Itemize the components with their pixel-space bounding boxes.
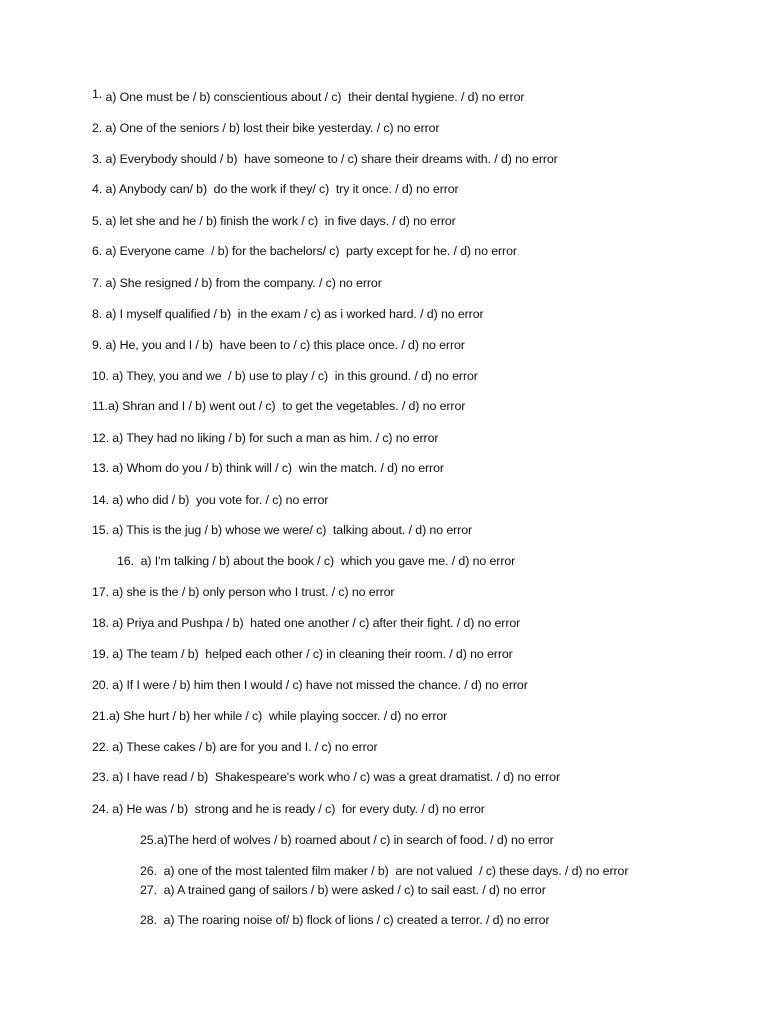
question-3 bbox=[92, 151, 558, 167]
question-text: a) They had no liking / b) for such a man as him. / c) no error bbox=[108, 431, 439, 445]
question-text: a)The herd of wolves / b) roamed about / c) in search of food. / d) no error bbox=[156, 833, 554, 847]
question-text: a) who did / b) you vote for. / c) no error bbox=[108, 493, 329, 507]
question-number: 28. bbox=[140, 913, 157, 927]
question-number: 18. bbox=[92, 616, 109, 630]
question-number: 16. bbox=[117, 554, 134, 568]
question-7 bbox=[92, 275, 382, 291]
question-text: a) Shran and I / b) went out / c) to get the vegetables. / d) no error bbox=[108, 399, 466, 413]
question-number: 3. bbox=[92, 152, 103, 166]
question-text: a) He was / b) strong and he is ready / c) for every duty. / d) no error bbox=[108, 802, 485, 816]
question-25 bbox=[140, 832, 554, 848]
question-number: 23. bbox=[92, 770, 109, 784]
question-number: 19. bbox=[92, 647, 109, 661]
question-text: a) One of the seniors / b) lost their bike yesterday. / c) no error bbox=[102, 121, 440, 135]
question-text: a) This is the jug / b) whose we were/ c) talking about. / d) no error bbox=[108, 523, 473, 537]
question-number: 7. bbox=[92, 276, 103, 290]
question-number: 11. bbox=[92, 399, 109, 413]
question-text: a) one of the most talented film maker / b) are not valued / c) these days. / d) no error bbox=[156, 864, 629, 878]
question-26 bbox=[140, 863, 628, 879]
question-text: a) Everyone came / b) for the bachelors/ c) party except for he. / d) no error bbox=[102, 244, 517, 258]
question-number: 8. bbox=[92, 307, 103, 321]
question-24 bbox=[92, 801, 485, 817]
question-number: 12. bbox=[92, 431, 109, 445]
question-text: a) They, you and we / b) use to play / c) in this ground. / d) no error bbox=[108, 369, 478, 383]
question-number: 26. bbox=[140, 864, 157, 878]
question-text: a) I'm talking / b) about the book / c) which you gave me. / d) no error bbox=[133, 554, 516, 568]
question-2 bbox=[92, 120, 439, 136]
question-text: a) let she and he / b) finish the work / c) in five days. / d) no error bbox=[102, 214, 456, 228]
question-4 bbox=[92, 181, 459, 197]
question-number: 1. bbox=[92, 87, 103, 101]
question-text: a) These cakes / b) are for you and I. / c) no error bbox=[108, 740, 378, 754]
question-1 bbox=[92, 89, 524, 105]
question-number: 25. bbox=[140, 833, 157, 847]
question-number: 20. bbox=[92, 678, 109, 692]
question-13 bbox=[92, 460, 444, 476]
question-text: a) The team / b) helped each other / c) in cleaning their room. / d) no error bbox=[108, 647, 513, 661]
question-number: 10. bbox=[92, 369, 109, 383]
question-5 bbox=[92, 213, 456, 229]
question-15 bbox=[92, 522, 472, 538]
question-27 bbox=[140, 882, 546, 898]
question-11 bbox=[92, 398, 465, 414]
question-text: a) she is the / b) only person who I trust. / c) no error bbox=[108, 585, 395, 599]
question-20 bbox=[92, 677, 528, 693]
question-number: 14. bbox=[92, 493, 109, 507]
question-17 bbox=[92, 584, 394, 600]
question-10 bbox=[92, 368, 478, 384]
question-number: 6. bbox=[92, 244, 103, 258]
question-text: a) A trained gang of sailors / b) were asked / c) to sail east. / d) no error bbox=[156, 883, 546, 897]
question-text: a) I myself qualified / b) in the exam / c) as i worked hard. / d) no error bbox=[102, 307, 484, 321]
question-16 bbox=[117, 553, 515, 569]
question-28 bbox=[140, 912, 549, 928]
question-number: 9. bbox=[92, 338, 103, 352]
question-number: 15. bbox=[92, 523, 109, 537]
question-8 bbox=[92, 306, 484, 322]
question-9 bbox=[92, 337, 465, 353]
question-23 bbox=[92, 769, 560, 785]
question-14 bbox=[92, 492, 328, 508]
question-number: 4. bbox=[92, 182, 103, 196]
question-text: a) She hurt / b) her while / c) while playing soccer. / d) no error bbox=[108, 709, 448, 723]
question-number: 22. bbox=[92, 740, 109, 754]
question-text: a) Whom do you / b) think will / c) win the match. / d) no error bbox=[108, 461, 444, 475]
question-text: a) Everybody should / b) have someone to / c) share their dreams with. / d) no error bbox=[102, 152, 558, 166]
question-6 bbox=[92, 243, 517, 259]
question-21 bbox=[92, 708, 447, 724]
question-number: 13. bbox=[92, 461, 109, 475]
question-text: a) Anybody can/ b) do the work if they/ c) try it once. / d) no error bbox=[102, 182, 459, 196]
question-number: 17. bbox=[92, 585, 109, 599]
question-number: 5. bbox=[92, 214, 103, 228]
question-text: a) If I were / b) him then I would / c) have not missed the chance. / d) no error bbox=[108, 678, 528, 692]
question-number: 24. bbox=[92, 802, 109, 816]
question-text: a) She resigned / b) from the company. / c) no error bbox=[102, 276, 382, 290]
question-text: a) The roaring noise of/ b) flock of lions / c) created a terror. / d) no error bbox=[156, 913, 550, 927]
question-text: a) One must be / b) conscientious about / c) their dental hygiene. / d) no error bbox=[102, 90, 525, 104]
question-text: a) Priya and Pushpa / b) hated one another / c) after their fight. / d) no error bbox=[108, 616, 521, 630]
question-12 bbox=[92, 430, 438, 446]
question-22 bbox=[92, 739, 378, 755]
question-number: 27. bbox=[140, 883, 157, 897]
question-number: 21. bbox=[92, 709, 109, 723]
question-19 bbox=[92, 646, 513, 662]
question-number: 2. bbox=[92, 121, 103, 135]
question-18 bbox=[92, 615, 520, 631]
question-text: a) I have read / b) Shakespeare's work who / c) was a great dramatist. / d) no error bbox=[108, 770, 560, 784]
question-text: a) He, you and I / b) have been to / c) this place once. / d) no error bbox=[102, 338, 465, 352]
